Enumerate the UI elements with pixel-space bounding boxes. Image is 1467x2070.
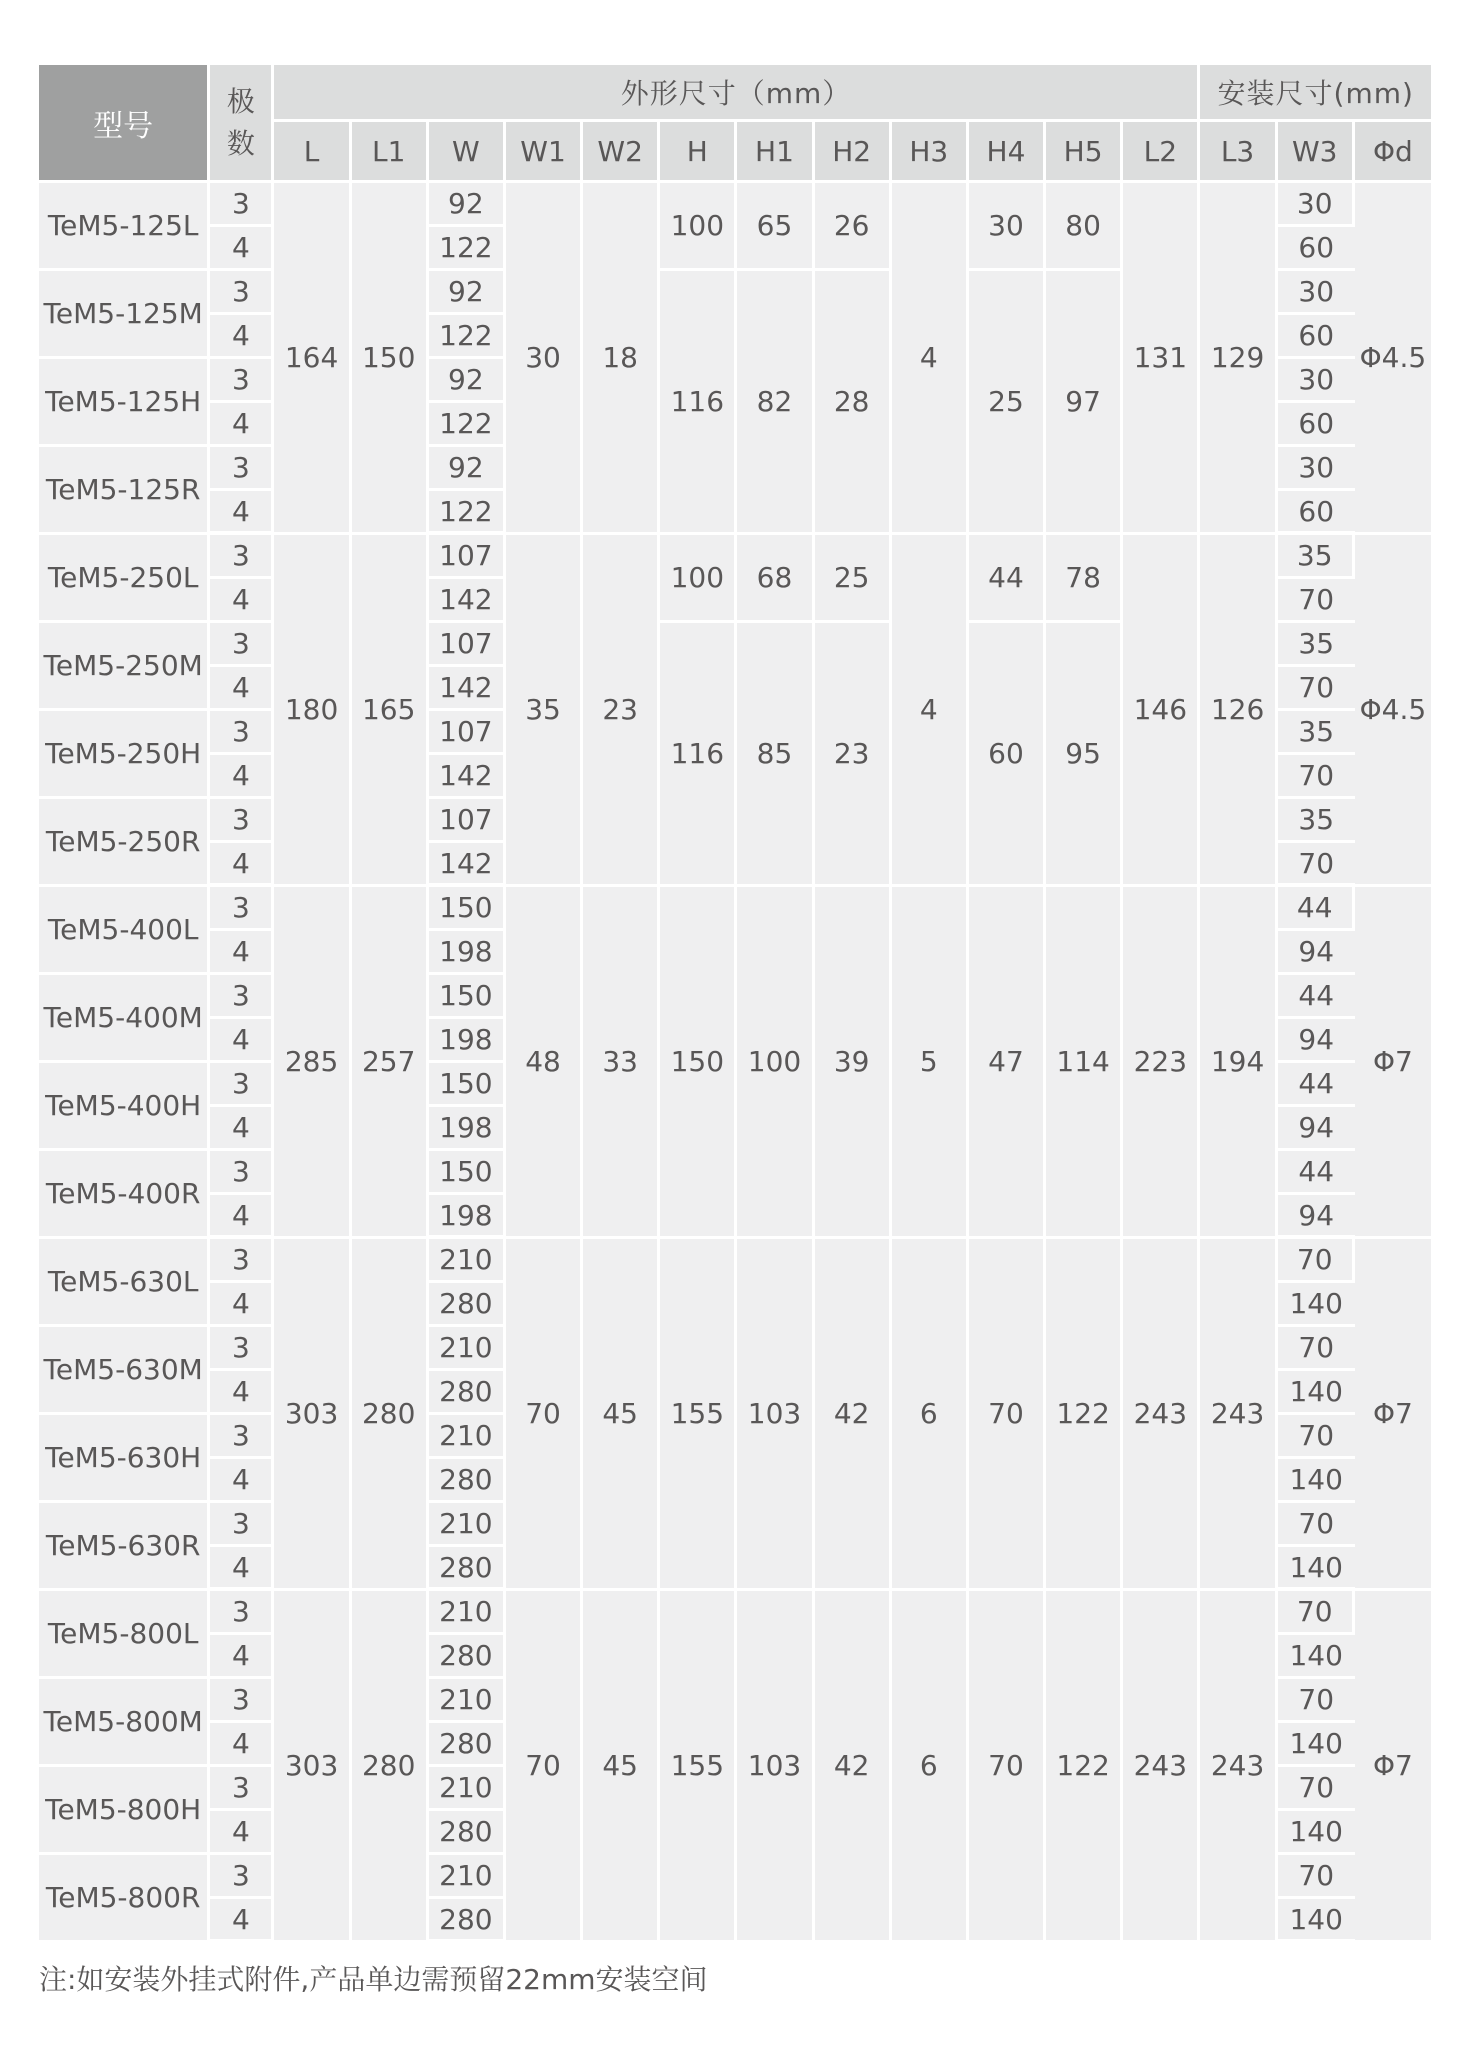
cell-w: 280 (429, 1547, 506, 1591)
cell-w3: 70 (1278, 667, 1355, 711)
column-header-w3: W3 (1278, 122, 1355, 183)
poles-cell: 3 (210, 271, 274, 315)
cell-w3: 70 (1278, 755, 1355, 799)
poles-cell: 3 (210, 1767, 274, 1811)
cell-w: 142 (429, 579, 506, 623)
cell-w: 280 (429, 1635, 506, 1679)
cell-h2: 23 (815, 623, 892, 887)
cell-w: 210 (429, 1503, 506, 1547)
cell-w: 107 (429, 711, 506, 755)
poles-cell: 4 (210, 1547, 274, 1591)
table-row (39, 535, 1431, 579)
cell-w: 210 (429, 1415, 506, 1459)
cell-l1: 165 (352, 535, 429, 887)
cell-w3: 140 (1278, 1635, 1355, 1679)
poles-cell: 3 (210, 975, 274, 1019)
cell-w3: 140 (1278, 1547, 1355, 1591)
model-name-cell: TeM5-250R (39, 799, 210, 887)
cell-w3: 140 (1278, 1459, 1355, 1503)
cell-l2: 223 (1123, 887, 1200, 1239)
cell-h5: 95 (1046, 623, 1123, 887)
cell-w3: 70 (1278, 843, 1355, 887)
cell-phi-d: Φ7 (1355, 1239, 1431, 1591)
cell-h1: 85 (737, 623, 814, 887)
poles-cell: 4 (210, 843, 274, 887)
cell-l2: 146 (1123, 535, 1200, 887)
table-row (39, 1239, 1431, 1283)
poles-cell: 4 (210, 755, 274, 799)
model-name-cell: TeM5-630R (39, 1503, 210, 1591)
poles-cell: 3 (210, 623, 274, 667)
cell-w: 210 (429, 1239, 506, 1283)
cell-l3: 194 (1200, 887, 1277, 1239)
cell-l3: 243 (1200, 1591, 1277, 1943)
cell-w3: 44 (1278, 1151, 1355, 1195)
cell-phi-d: Φ7 (1355, 887, 1431, 1239)
model-name-cell: TeM5-250H (39, 711, 210, 799)
cell-l2: 131 (1123, 183, 1200, 535)
cell-h: 100 (660, 535, 737, 623)
cell-w: 142 (429, 843, 506, 887)
cell-w: 280 (429, 1811, 506, 1855)
poles-cell: 3 (210, 447, 274, 491)
cell-w3: 140 (1278, 1899, 1355, 1943)
cell-w: 210 (429, 1591, 506, 1635)
cell-h4: 30 (969, 183, 1046, 271)
cell-w: 280 (429, 1459, 506, 1503)
cell-w2: 18 (583, 183, 660, 535)
cell-w: 92 (429, 447, 506, 491)
cell-w: 210 (429, 1767, 506, 1811)
model-name-cell: TeM5-250M (39, 623, 210, 711)
cell-h2: 42 (815, 1239, 892, 1591)
cell-l1: 150 (352, 183, 429, 535)
column-header-w2: W2 (583, 122, 660, 183)
cell-phi-d: Φ4.5 (1355, 535, 1431, 887)
cell-w3: 35 (1278, 535, 1355, 579)
poles-cell: 3 (210, 1679, 274, 1723)
cell-l: 303 (274, 1591, 351, 1943)
cell-w3: 60 (1278, 491, 1355, 535)
table-header (39, 65, 1431, 183)
poles-cell: 4 (210, 579, 274, 623)
model-column-header: 型号 (39, 65, 210, 183)
column-header-w1: W1 (506, 122, 583, 183)
poles-cell: 4 (210, 1019, 274, 1063)
cell-w3: 60 (1278, 227, 1355, 271)
cell-h: 100 (660, 183, 737, 271)
cell-h4: 47 (969, 887, 1046, 1239)
cell-w: 210 (429, 1327, 506, 1371)
poles-header-line1: 极 (226, 84, 255, 118)
cell-w: 198 (429, 1019, 506, 1063)
model-name-cell: TeM5-630M (39, 1327, 210, 1415)
cell-w: 280 (429, 1899, 506, 1943)
cell-w3: 30 (1278, 359, 1355, 403)
cell-w: 150 (429, 887, 506, 931)
poles-cell: 4 (210, 667, 274, 711)
poles-cell: 3 (210, 1855, 274, 1899)
model-name-cell: TeM5-400M (39, 975, 210, 1063)
poles-cell: 4 (210, 1459, 274, 1503)
cell-h5: 78 (1046, 535, 1123, 623)
cell-w3: 70 (1278, 1503, 1355, 1547)
column-header-h1: H1 (737, 122, 814, 183)
poles-cell: 4 (210, 931, 274, 975)
cell-w: 150 (429, 1151, 506, 1195)
cell-l3: 243 (1200, 1239, 1277, 1591)
cell-h1: 103 (737, 1239, 814, 1591)
cell-w3: 94 (1278, 1107, 1355, 1151)
cell-w3: 140 (1278, 1371, 1355, 1415)
cell-l1: 280 (352, 1591, 429, 1943)
cell-w: 280 (429, 1371, 506, 1415)
model-name-cell: TeM5-400H (39, 1063, 210, 1151)
cell-l2: 243 (1123, 1591, 1200, 1943)
poles-cell: 4 (210, 1107, 274, 1151)
cell-h2: 39 (815, 887, 892, 1239)
cell-w3: 140 (1278, 1283, 1355, 1327)
cell-w3: 140 (1278, 1723, 1355, 1767)
cell-h2: 25 (815, 535, 892, 623)
cell-h1: 65 (737, 183, 814, 271)
cell-w: 150 (429, 975, 506, 1019)
column-header-h3: H3 (892, 122, 969, 183)
cell-w: 210 (429, 1679, 506, 1723)
column-header-l3: L3 (1200, 122, 1277, 183)
cell-h3: 4 (892, 183, 969, 535)
cell-w: 92 (429, 359, 506, 403)
cell-h4: 70 (969, 1591, 1046, 1943)
cell-h1: 103 (737, 1591, 814, 1943)
poles-cell: 4 (210, 1283, 274, 1327)
column-header-l2: L2 (1123, 122, 1200, 183)
cell-w3: 94 (1278, 931, 1355, 975)
cell-w1: 30 (506, 183, 583, 535)
table-body (39, 183, 1431, 1943)
model-name-cell: TeM5-125M (39, 271, 210, 359)
cell-w3: 35 (1278, 799, 1355, 843)
cell-w2: 33 (583, 887, 660, 1239)
cell-w: 122 (429, 491, 506, 535)
poles-cell: 3 (210, 799, 274, 843)
table-row (39, 1591, 1431, 1635)
cell-w: 198 (429, 931, 506, 975)
column-header-l: L (274, 122, 351, 183)
cell-h4: 70 (969, 1239, 1046, 1591)
cell-l3: 129 (1200, 183, 1277, 535)
cell-w3: 70 (1278, 579, 1355, 623)
cell-l1: 257 (352, 887, 429, 1239)
poles-cell: 4 (210, 1811, 274, 1855)
cell-w: 122 (429, 315, 506, 359)
model-name-cell: TeM5-630H (39, 1415, 210, 1503)
cell-w3: 30 (1278, 271, 1355, 315)
model-name-cell: TeM5-800R (39, 1855, 210, 1943)
poles-cell: 3 (210, 1415, 274, 1459)
poles-cell: 3 (210, 1503, 274, 1547)
cell-w: 107 (429, 799, 506, 843)
cell-w: 122 (429, 227, 506, 271)
poles-header-line2: 数 (226, 126, 255, 160)
cell-l3: 126 (1200, 535, 1277, 887)
poles-cell: 4 (210, 491, 274, 535)
poles-cell: 4 (210, 1371, 274, 1415)
cell-w3: 60 (1278, 403, 1355, 447)
poles-cell: 3 (210, 535, 274, 579)
cell-h3: 4 (892, 535, 969, 887)
model-name-cell: TeM5-400L (39, 887, 210, 975)
cell-h5: 122 (1046, 1239, 1123, 1591)
cell-w1: 35 (506, 535, 583, 887)
cell-h: 116 (660, 271, 737, 535)
cell-l: 303 (274, 1239, 351, 1591)
cell-w: 280 (429, 1723, 506, 1767)
poles-cell: 4 (210, 227, 274, 271)
cell-w3: 30 (1278, 447, 1355, 491)
cell-w3: 70 (1278, 1679, 1355, 1723)
cell-phi-d: Φ4.5 (1355, 183, 1431, 535)
poles-cell: 3 (210, 1591, 274, 1635)
cell-w3: 44 (1278, 975, 1355, 1019)
column-header-l1: L1 (352, 122, 429, 183)
table-row (39, 887, 1431, 931)
cell-w3: 70 (1278, 1239, 1355, 1283)
cell-w2: 45 (583, 1591, 660, 1943)
cell-h3: 6 (892, 1591, 969, 1943)
cell-h: 150 (660, 887, 737, 1239)
outer-dimensions-header: 外形尺寸（mm） (274, 65, 1200, 122)
cell-w3: 70 (1278, 1327, 1355, 1371)
model-name-cell: TeM5-250L (39, 535, 210, 623)
cell-l1: 280 (352, 1239, 429, 1591)
poles-cell: 4 (210, 1723, 274, 1767)
poles-cell: 3 (210, 359, 274, 403)
cell-w3: 94 (1278, 1019, 1355, 1063)
cell-h5: 97 (1046, 271, 1123, 535)
cell-w: 280 (429, 1283, 506, 1327)
cell-h: 155 (660, 1239, 737, 1591)
cell-w3: 60 (1278, 315, 1355, 359)
cell-h3: 5 (892, 887, 969, 1239)
poles-cell: 3 (210, 887, 274, 931)
model-name-cell: TeM5-125H (39, 359, 210, 447)
column-header-phi-d: Φd (1355, 122, 1431, 183)
cell-l: 285 (274, 887, 351, 1239)
cell-w1: 48 (506, 887, 583, 1239)
cell-w1: 70 (506, 1591, 583, 1943)
poles-cell: 4 (210, 315, 274, 359)
cell-l: 180 (274, 535, 351, 887)
column-header-w: W (429, 122, 506, 183)
cell-l2: 243 (1123, 1239, 1200, 1591)
model-name-cell: TeM5-800M (39, 1679, 210, 1767)
cell-w3: 94 (1278, 1195, 1355, 1239)
poles-column-header (210, 65, 274, 183)
cell-w: 107 (429, 623, 506, 667)
column-header-h: H (660, 122, 737, 183)
cell-w3: 70 (1278, 1767, 1355, 1811)
model-name-cell: TeM5-400R (39, 1151, 210, 1239)
cell-l: 164 (274, 183, 351, 535)
poles-cell: 3 (210, 1239, 274, 1283)
model-name-cell: TeM5-630L (39, 1239, 210, 1327)
cell-w3: 35 (1278, 623, 1355, 667)
poles-cell: 4 (210, 1195, 274, 1239)
cell-w3: 70 (1278, 1591, 1355, 1635)
cell-w3: 140 (1278, 1811, 1355, 1855)
cell-w: 92 (429, 183, 506, 227)
cell-w: 142 (429, 755, 506, 799)
cell-w3: 35 (1278, 711, 1355, 755)
cell-w3: 44 (1278, 887, 1355, 931)
poles-cell: 3 (210, 183, 274, 227)
cell-w1: 70 (506, 1239, 583, 1591)
poles-cell: 3 (210, 1063, 274, 1107)
cell-phi-d: Φ7 (1355, 1591, 1431, 1943)
cell-w: 150 (429, 1063, 506, 1107)
column-header-h2: H2 (815, 122, 892, 183)
cell-w3: 70 (1278, 1415, 1355, 1459)
column-header-h5: H5 (1046, 122, 1123, 183)
model-name-cell: TeM5-800L (39, 1591, 210, 1679)
cell-h: 155 (660, 1591, 737, 1943)
cell-w3: 30 (1278, 183, 1355, 227)
table-row (39, 183, 1431, 227)
cell-h2: 42 (815, 1591, 892, 1943)
cell-w: 142 (429, 667, 506, 711)
cell-w: 198 (429, 1195, 506, 1239)
poles-cell: 4 (210, 1635, 274, 1679)
install-dimensions-header: 安装尺寸(mm) (1200, 65, 1431, 122)
cell-h5: 114 (1046, 887, 1123, 1239)
cell-h2: 28 (815, 271, 892, 535)
cell-h2: 26 (815, 183, 892, 271)
cell-h4: 60 (969, 623, 1046, 887)
cell-h4: 25 (969, 271, 1046, 535)
footnote: 注:如安装外挂式附件,产品单边需预留22mm安装空间 (39, 1963, 708, 1996)
cell-h1: 82 (737, 271, 814, 535)
cell-w3: 70 (1278, 1855, 1355, 1899)
poles-cell: 3 (210, 711, 274, 755)
cell-w3: 44 (1278, 1063, 1355, 1107)
cell-w2: 45 (583, 1239, 660, 1591)
cell-w2: 23 (583, 535, 660, 887)
poles-cell: 4 (210, 1899, 274, 1943)
cell-h4: 44 (969, 535, 1046, 623)
cell-w: 107 (429, 535, 506, 579)
model-name-cell: TeM5-125R (39, 447, 210, 535)
model-name-cell: TeM5-125L (39, 183, 210, 271)
cell-w: 210 (429, 1855, 506, 1899)
poles-cell: 4 (210, 403, 274, 447)
cell-w: 122 (429, 403, 506, 447)
cell-h1: 68 (737, 535, 814, 623)
cell-w: 92 (429, 271, 506, 315)
model-name-cell: TeM5-800H (39, 1767, 210, 1855)
poles-cell: 3 (210, 1327, 274, 1371)
dimension-table (39, 65, 1431, 1943)
column-header-h4: H4 (969, 122, 1046, 183)
poles-cell: 3 (210, 1151, 274, 1195)
cell-h3: 6 (892, 1239, 969, 1591)
cell-h5: 80 (1046, 183, 1123, 271)
cell-h5: 122 (1046, 1591, 1123, 1943)
cell-w: 198 (429, 1107, 506, 1151)
header-row-groups (39, 65, 1431, 122)
cell-h: 116 (660, 623, 737, 887)
cell-h1: 100 (737, 887, 814, 1239)
